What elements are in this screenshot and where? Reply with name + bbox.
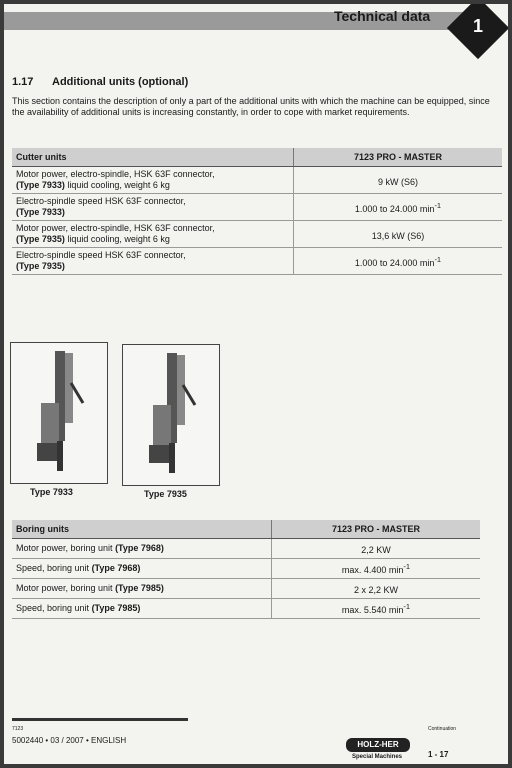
manual-page — [4, 4, 508, 764]
row-label: Motor power, boring unit (Type 7968) — [12, 539, 272, 559]
spindle-image-7933 — [10, 342, 108, 484]
row-value: 1.000 to 24.000 $\min^{-1}$ — [294, 248, 503, 275]
header-title: Technical data — [334, 8, 431, 24]
table-row — [12, 599, 480, 619]
row-label: Electro-spindle speed HSK 63F connector, (Type 7935) — [12, 248, 294, 275]
table-header-row — [12, 148, 502, 167]
footer-divider — [12, 718, 188, 721]
row-label: Speed, boring unit (Type 7985) — [12, 599, 272, 619]
table-row — [12, 194, 502, 221]
row-label: Electro-spindle speed HSK 63F connector, (Type 7933) — [12, 194, 294, 221]
section-number: 1.17 — [12, 76, 34, 88]
row-value: max. 4.400 $\min^{-1}$ — [272, 559, 481, 579]
row-label: Motor power, electro-spindle, HSK 63F connector, (Type 7935) liquid cooling, weight 6 kg — [12, 221, 294, 248]
row-value: 13,6 kW (S6) — [294, 221, 503, 248]
table-header-left: Cutter units — [12, 148, 294, 167]
boring-units-table — [12, 520, 480, 619]
brand-logo: HOLZ-HER — [346, 738, 410, 752]
cutter-units-table — [12, 148, 502, 275]
table-row — [12, 559, 480, 579]
row-value: 1.000 to 24.000 $\min^{-1}$ — [294, 194, 503, 221]
table-header-right: 7123 PRO - MASTER — [272, 520, 481, 539]
row-value: max. 5.540 $\min^{-1}$ — [272, 599, 481, 619]
table-row — [12, 167, 502, 194]
spindle-image-7935 — [122, 344, 220, 486]
row-label: Motor power, electro-spindle, HSK 63F connector, (Type 7933) liquid cooling, weight 6 kg — [12, 167, 294, 194]
row-label: Motor power, boring unit (Type 7985) — [12, 579, 272, 599]
section-heading — [12, 76, 188, 88]
row-value: 2,2 KW — [272, 539, 481, 559]
row-value: 9 kW (S6) — [294, 167, 503, 194]
image-caption: Type 7935 — [144, 489, 187, 499]
table-row — [12, 539, 480, 559]
brand-subtitle: Special Machines — [352, 754, 403, 760]
chapter-number: 1 — [472, 16, 483, 36]
table-header-right: 7123 PRO - MASTER — [294, 148, 503, 167]
page-number: 1 - 17 — [428, 750, 449, 759]
table-row — [12, 248, 502, 275]
table-row — [12, 221, 502, 248]
table-header-row — [12, 520, 480, 539]
section-intro: This section contains the description of only a part of the additional units with which the machine can be equipped, since the availability of additional units is increasing constantly, in order to cope with market requirements. — [12, 96, 490, 117]
footer-doc-number: 5002440 • 03 / 2007 • ENGLISH — [12, 736, 127, 745]
row-label: Speed, boring unit (Type 7968) — [12, 559, 272, 579]
table-row — [12, 579, 480, 599]
footer-model: 7123 — [12, 726, 24, 732]
row-value: 2 x 2,2 KW — [272, 579, 481, 599]
table-header-left: Boring units — [12, 520, 272, 539]
image-caption: Type 7933 — [30, 487, 73, 497]
section-title: Additional units (optional) — [52, 76, 189, 88]
footer-continuation: Continuation — [428, 726, 457, 732]
